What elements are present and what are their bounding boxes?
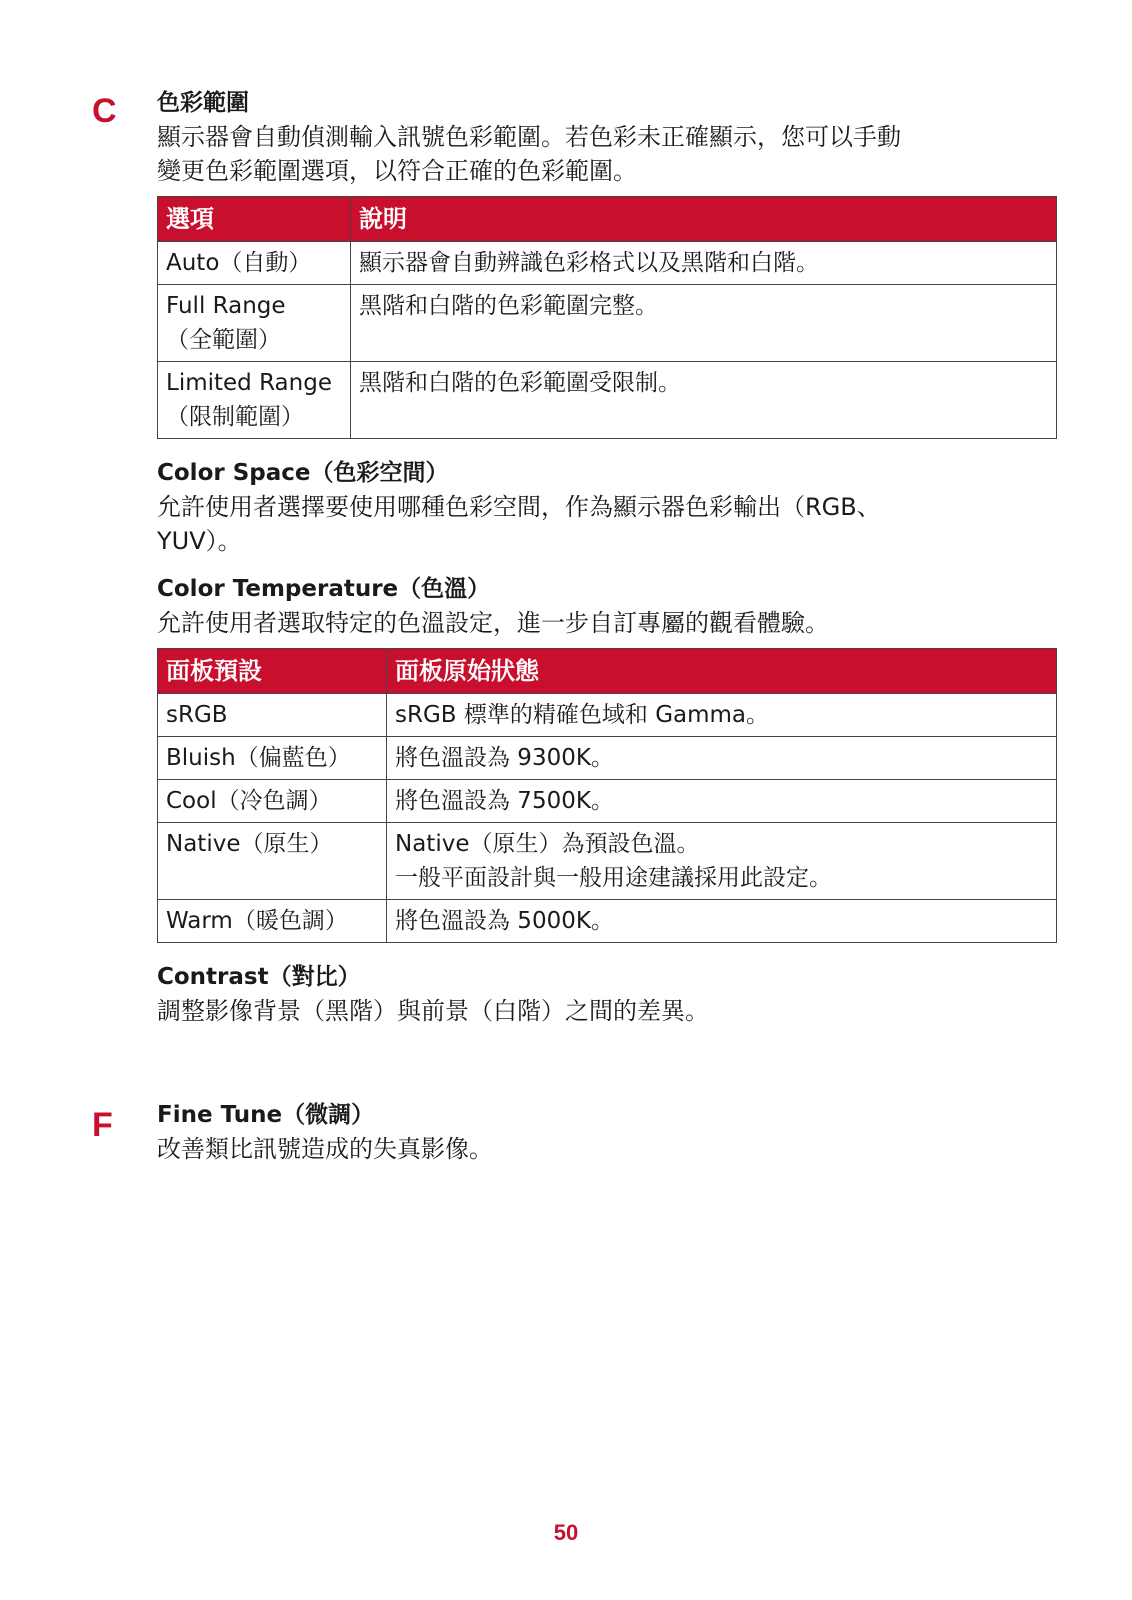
fine-tune-body [157, 1132, 1057, 1166]
table-header-cell: 面板原始狀態 [387, 649, 1057, 694]
option-text: Warm（暖色調） [166, 908, 348, 934]
color-temperature-heading: Color Temperature（色溫） [157, 576, 491, 602]
table-row [158, 780, 1057, 823]
option-text: （限制範圍） [166, 404, 304, 430]
table-row [158, 823, 1057, 900]
option-cell [158, 823, 387, 900]
description-cell [387, 694, 1057, 737]
description-cell [351, 242, 1057, 285]
contrast-body [157, 994, 1057, 1028]
option-text: Limited Range [166, 370, 332, 396]
color-range-section [157, 86, 1057, 188]
fine-tune-section [157, 1098, 1057, 1166]
table-row [158, 737, 1057, 780]
description-text: 黑階和白階的色彩範圍完整。 [359, 293, 658, 319]
table-header-row [158, 649, 1057, 694]
option-cell [158, 780, 387, 823]
description-text: 將色溫設為 5000K。 [395, 908, 614, 934]
table-row [158, 242, 1057, 285]
option-cell [158, 242, 351, 285]
color-range-body-line: 顯示器會自動偵測輸入訊號色彩範圍。若色彩未正確顯示，您可以手動 [157, 123, 901, 151]
color-temperature-table [157, 648, 1057, 943]
description-text: 黑階和白階的色彩範圍受限制。 [359, 370, 681, 396]
fine-tune-heading: Fine Tune（微調） [157, 1102, 375, 1128]
option-cell [158, 285, 351, 362]
description-text: 顯示器會自動辨識色彩格式以及黑階和白階。 [359, 250, 819, 276]
table-header-row [158, 197, 1057, 242]
description-text: Native（原生）為預設色溫。 [395, 831, 700, 857]
option-cell [158, 900, 387, 943]
description-cell [387, 900, 1057, 943]
contrast-body-line: 調整影像背景（黑階）與前景（白階）之間的差異。 [157, 997, 709, 1025]
option-text: （全範圍） [166, 327, 281, 353]
color-range-body [157, 120, 1057, 188]
table-row [158, 694, 1057, 737]
description-cell [351, 285, 1057, 362]
color-space-body [157, 490, 1057, 558]
section-letter-c: C [92, 92, 117, 130]
color-range-heading: 色彩範圍 [157, 90, 249, 116]
option-text: Native（原生） [166, 831, 333, 857]
description-cell [387, 737, 1057, 780]
description-text: 將色溫設為 9300K。 [395, 745, 614, 771]
color-range-body-line: 變更色彩範圍選項，以符合正確的色彩範圍。 [157, 157, 637, 185]
fine-tune-body-line: 改善類比訊號造成的失真影像。 [157, 1135, 493, 1163]
description-cell [351, 362, 1057, 439]
color-range-table [157, 196, 1057, 439]
table-header-cell: 選項 [158, 197, 351, 242]
contrast-section [157, 960, 1057, 1028]
table-header-cell: 面板預設 [158, 649, 387, 694]
color-temperature-body [157, 606, 1057, 640]
color-space-body-line: 允許使用者選擇要使用哪種色彩空間，作為顯示器色彩輸出（RGB、 [157, 493, 881, 521]
table-row [158, 285, 1057, 362]
option-text: Cool（冷色調） [166, 788, 332, 814]
description-cell [387, 780, 1057, 823]
description-text: 一般平面設計與一般用途建議採用此設定。 [395, 865, 832, 891]
table-header-cell: 說明 [351, 197, 1057, 242]
section-letter-f: F [92, 1106, 113, 1144]
option-text: sRGB [166, 702, 228, 728]
color-temperature-body-line: 允許使用者選取特定的色溫設定，進一步自訂專屬的觀看體驗。 [157, 609, 829, 637]
color-space-body-line: YUV）。 [157, 527, 242, 555]
color-space-section [157, 456, 1057, 558]
table-row [158, 900, 1057, 943]
description-text: sRGB 標準的精確色域和 Gamma。 [395, 702, 770, 728]
option-cell [158, 362, 351, 439]
option-text: Full Range [166, 293, 286, 319]
page-number: 50 [553, 1520, 579, 1545]
description-text: 將色溫設為 7500K。 [395, 788, 614, 814]
option-cell [158, 737, 387, 780]
option-cell [158, 694, 387, 737]
option-text: Bluish（偏藍色） [166, 745, 351, 771]
contrast-heading: Contrast（對比） [157, 964, 361, 990]
color-space-heading: Color Space（色彩空間） [157, 460, 449, 486]
option-text: Auto（自動） [166, 250, 312, 276]
color-temperature-section [157, 572, 1057, 640]
description-cell [387, 823, 1057, 900]
table-row [158, 362, 1057, 439]
